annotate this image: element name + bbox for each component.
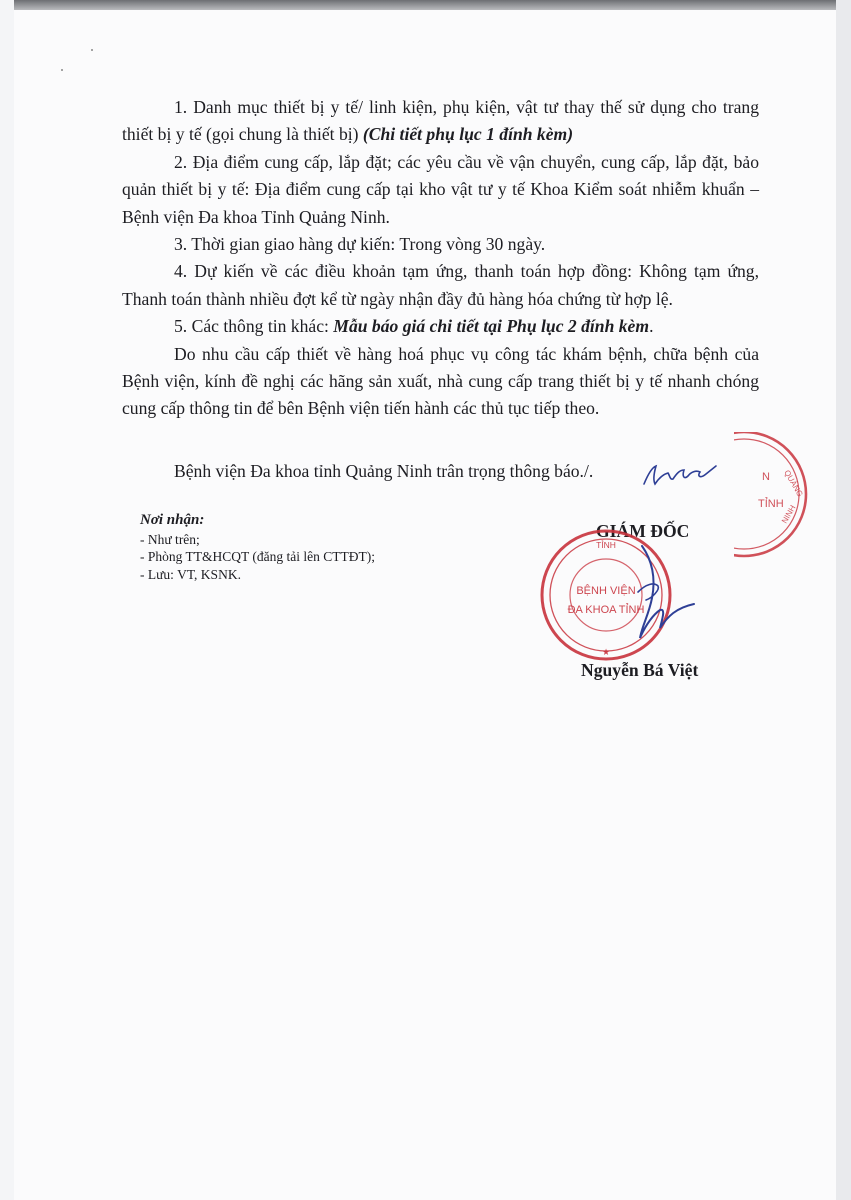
svg-text:N: N: [762, 471, 770, 483]
item-4-text: 4. Dự kiến về các điều khoản tạm ứng, thanh toán hợp đồng: Không tạm ứng, Thanh toán thành nhiều đợt kể từ ngày nhận đầy đủ hàng hóa chứng từ hợp lệ.: [122, 261, 759, 309]
item-1: [122, 94, 759, 149]
recipients-list: [140, 531, 375, 584]
item-3: [122, 231, 759, 258]
handwritten-signature: [602, 538, 712, 648]
item-1-text: 1. Danh mục thiết bị y tế/ linh kiện, phụ kiện, vật tư thay thế sử dụng cho trang thiết bị y tế (gọi chung là thiết bị): [122, 97, 759, 145]
item-2: [122, 149, 759, 231]
document-body: [122, 94, 759, 423]
svg-text:QUẢNG: QUẢNG: [782, 468, 805, 499]
request-paragraph: Do nhu cầu cấp thiết về hàng hoá phục vụ công tác khám bệnh, chữa bệnh của Bệnh viện, kính đề nghị các hãng sản xuất, nhà cung cấp trang thiết bị y tế nhanh chóng cung cấp thông tin để bên Bệnh viện tiến hành các thủ tục tiếp theo.: [122, 343, 759, 419]
item-1-emphasis: (Chi tiết phụ lục 1 đính kèm): [362, 124, 574, 145]
item-2-text: 2. Địa điểm cung cấp, lắp đặt; các yêu cầu về vận chuyển, cung cấp, lắp đặt, bảo quản thiết bị y tế: Địa điểm cung cấp tại kho vật tư y tế Khoa Kiểm soát nhiễm khuẩn – Bệnh viện Đa khoa Tỉnh Quảng Ninh.: [122, 151, 759, 227]
item-5-emphasis: Mẫu báo giá chi tiết tại Phụ lục 2 đính kèm: [333, 316, 650, 337]
stamp-top-text: TỈNH: [596, 540, 616, 550]
svg-text:TỈNH: TỈNH: [758, 498, 784, 510]
recipient-item: - Lưu: VT, KSNK.: [140, 566, 241, 582]
recipients-title: Nơi nhận:: [140, 512, 205, 528]
stamp-line-2: ĐA KHOA TỈNH: [567, 604, 645, 616]
closing-line: Bệnh viện Đa khoa tỉnh Quảng Ninh trân trọng thông báo./.: [174, 461, 594, 481]
item-5: [122, 313, 759, 340]
item-3-text: 3. Thời gian giao hàng dự kiến: Trong vòng 30 ngày.: [174, 234, 546, 255]
scan-speck: [61, 69, 63, 71]
svg-text:★: ★: [601, 648, 611, 658]
recipients-block: [140, 512, 375, 583]
recipient-item: - Phòng TT&HCQT (đăng tải lên CTTĐT);: [140, 549, 375, 564]
signer-name: Nguyễn Bá Việt: [581, 660, 699, 680]
scan-right-edge: [836, 0, 851, 1200]
stamp-line-1: BỆNH VIỆN: [576, 585, 636, 597]
signer-title: GIÁM ĐỐC: [596, 521, 690, 541]
svg-text:NINH: NINH: [779, 503, 798, 525]
initial-mark: [640, 458, 718, 490]
item-5-suffix: .: [649, 316, 654, 337]
scan-speck: [91, 49, 93, 51]
partial-stamp-impression: [734, 432, 814, 560]
item-4: [122, 258, 759, 313]
item-5-text: 5. Các thông tin khác:: [174, 316, 334, 337]
recipient-item: - Như trên;: [140, 531, 200, 547]
